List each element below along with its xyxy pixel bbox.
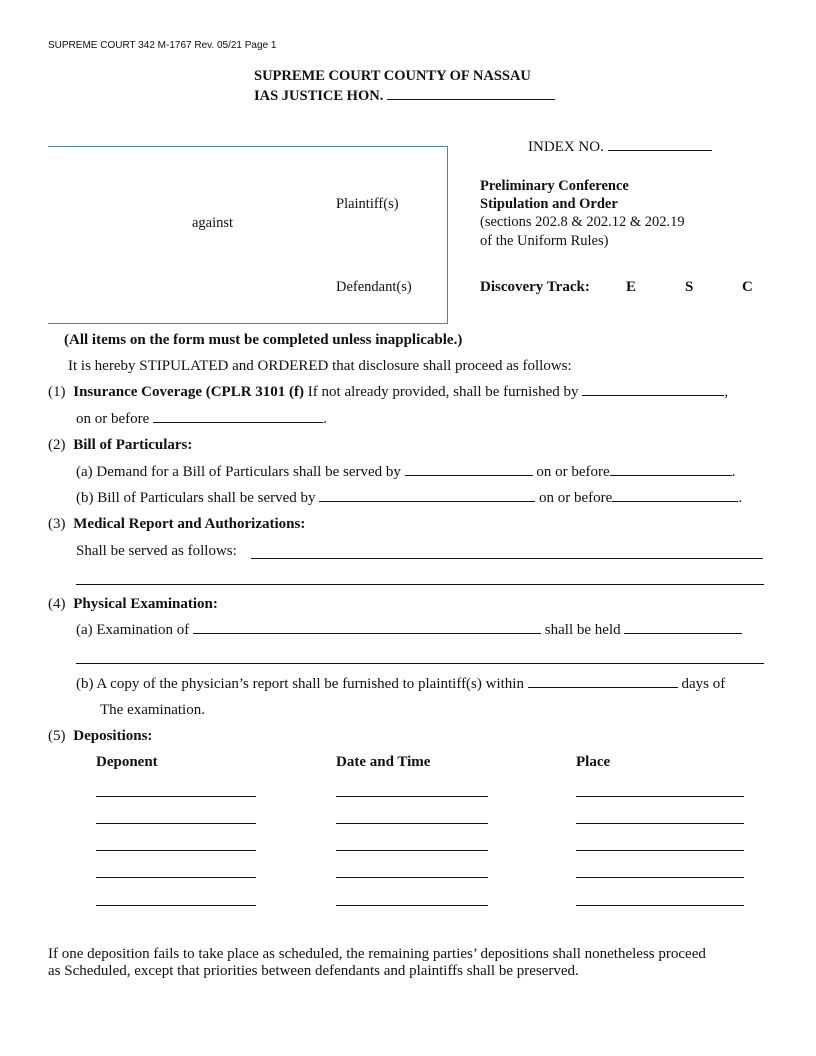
physical-a-held-label: shall be held: [544, 622, 621, 638]
justice-line: [254, 88, 555, 105]
bill-b-date-field[interactable]: [612, 500, 738, 502]
physical-title: Physical Examination:: [73, 596, 218, 612]
bill-a-text: (a) Demand for a Bill of Particulars shall be served by: [76, 464, 401, 480]
justice-name-field[interactable]: [387, 98, 555, 100]
footer-note-line-1: If one deposition fails to take place as scheduled, the remaining parties’ depositions shall nonetheless proceed: [48, 946, 706, 962]
physical-section-heading: [48, 596, 218, 613]
medical-field-line-2[interactable]: [76, 584, 764, 585]
physical-b-text: (b) A copy of the physician’s report shall be furnished to plaintiff(s) within: [76, 676, 524, 692]
index-number: [528, 139, 712, 156]
stipulation-text: It is hereby STIPULATED and ORDERED that disclosure shall proceed as follows:: [68, 358, 572, 374]
title-line-2: Stipulation and Order: [480, 196, 618, 212]
title-line-1: Preliminary Conference: [480, 178, 629, 194]
insurance-title: Insurance Coverage (CPLR 3101 (f): [73, 384, 305, 400]
medical-title: Medical Report and Authorizations:: [73, 516, 306, 532]
depositions-num: (5): [48, 728, 66, 744]
bill-a-on-before-label: on or before: [536, 464, 610, 480]
column-deponent: Deponent: [96, 754, 158, 770]
physical-a-text: (a) Examination of: [76, 622, 190, 638]
insurance-text: If not already provided, shall be furnished by: [307, 384, 579, 400]
medical-section-heading: [48, 516, 305, 533]
place-field-4[interactable]: [576, 877, 744, 878]
physical-b-cont: The examination.: [100, 702, 205, 718]
deponent-field-3[interactable]: [96, 850, 256, 851]
case-caption-box: [48, 146, 448, 324]
discovery-option-s[interactable]: S: [685, 279, 694, 295]
bill-title: Bill of Particulars:: [73, 437, 193, 453]
title-line-4: of the Uniform Rules): [480, 233, 609, 249]
column-place: Place: [576, 754, 611, 770]
deponent-field-1[interactable]: [96, 796, 256, 797]
deponent-field-2[interactable]: [96, 823, 256, 824]
index-number-field[interactable]: [608, 149, 712, 151]
medical-text: Shall be served as follows:: [76, 543, 237, 559]
bill-b-served-by-field[interactable]: [319, 500, 535, 502]
insurance-date-row: on or before .: [76, 411, 327, 427]
depositions-section-heading: [48, 728, 152, 745]
against-label: against: [192, 215, 234, 231]
physical-examination-of-field[interactable]: [193, 632, 541, 634]
form-id: SUPREME COURT 342 M-1767 Rev. 05/21 Page 1: [48, 40, 277, 51]
physical-num: (4): [48, 596, 66, 612]
bill-a-row: (a) Demand for a Bill of Particulars shall be served by on or before .: [76, 464, 736, 480]
footer-note-line-2: as Scheduled, except that priorities between defendants and plaintiffs shall be preserved.: [48, 963, 579, 979]
insurance-num: (1): [48, 384, 66, 400]
insurance-on-before-label: on or before: [76, 411, 150, 427]
date-time-field-1[interactable]: [336, 796, 488, 797]
physical-b-row: [76, 676, 725, 693]
discovery-track-label: Discovery Track:: [480, 279, 590, 295]
column-date-time: Date and Time: [336, 754, 431, 770]
date-time-field-5[interactable]: [336, 905, 488, 906]
index-label: INDEX NO.: [528, 139, 604, 155]
bill-b-text: (b) Bill of Particulars shall be served by: [76, 490, 316, 506]
plaintiff-label: Plaintiff(s): [336, 196, 399, 212]
title-line-3: (sections 202.8 & 202.12 & 202.19: [480, 214, 685, 230]
defendant-label: Defendant(s): [336, 279, 412, 295]
place-field-2[interactable]: [576, 823, 744, 824]
date-time-field-4[interactable]: [336, 877, 488, 878]
bill-a-date-field[interactable]: [610, 474, 732, 476]
court-name: SUPREME COURT COUNTY OF NASSAU: [254, 68, 531, 84]
depositions-title: Depositions:: [73, 728, 153, 744]
bill-section-heading: [48, 437, 192, 454]
physical-a-row: [76, 622, 742, 639]
place-field-1[interactable]: [576, 796, 744, 797]
discovery-option-e[interactable]: E: [626, 279, 637, 295]
insurance-section: (1) Insurance Coverage (CPLR 3101 (f) If not already provided, shall be furnished by ,: [48, 384, 729, 400]
instructions: (All items on the form must be completed unless inapplicable.): [64, 332, 463, 348]
place-field-3[interactable]: [576, 850, 744, 851]
discovery-option-c[interactable]: C: [742, 279, 753, 295]
deponent-field-5[interactable]: [96, 905, 256, 906]
place-field-5[interactable]: [576, 905, 744, 906]
date-time-field-3[interactable]: [336, 850, 488, 851]
bill-a-served-by-field[interactable]: [405, 474, 533, 476]
medical-field-line-1[interactable]: [251, 558, 763, 559]
bill-b-row: (b) Bill of Particulars shall be served by on or before .: [76, 490, 743, 506]
physical-held-field[interactable]: [624, 632, 742, 634]
physical-days-field[interactable]: [528, 686, 678, 688]
medical-served-row: [76, 543, 237, 560]
deponent-field-4[interactable]: [96, 877, 256, 878]
bill-b-on-before-label: on or before: [539, 490, 613, 506]
physical-days-label: days of: [681, 676, 726, 692]
bill-num: (2): [48, 437, 66, 453]
justice-label: IAS JUSTICE HON.: [254, 88, 384, 104]
insurance-furnished-by-field[interactable]: [582, 394, 724, 396]
medical-num: (3): [48, 516, 66, 532]
date-time-field-2[interactable]: [336, 823, 488, 824]
insurance-date-field[interactable]: [153, 421, 323, 423]
physical-field-line[interactable]: [76, 663, 764, 664]
